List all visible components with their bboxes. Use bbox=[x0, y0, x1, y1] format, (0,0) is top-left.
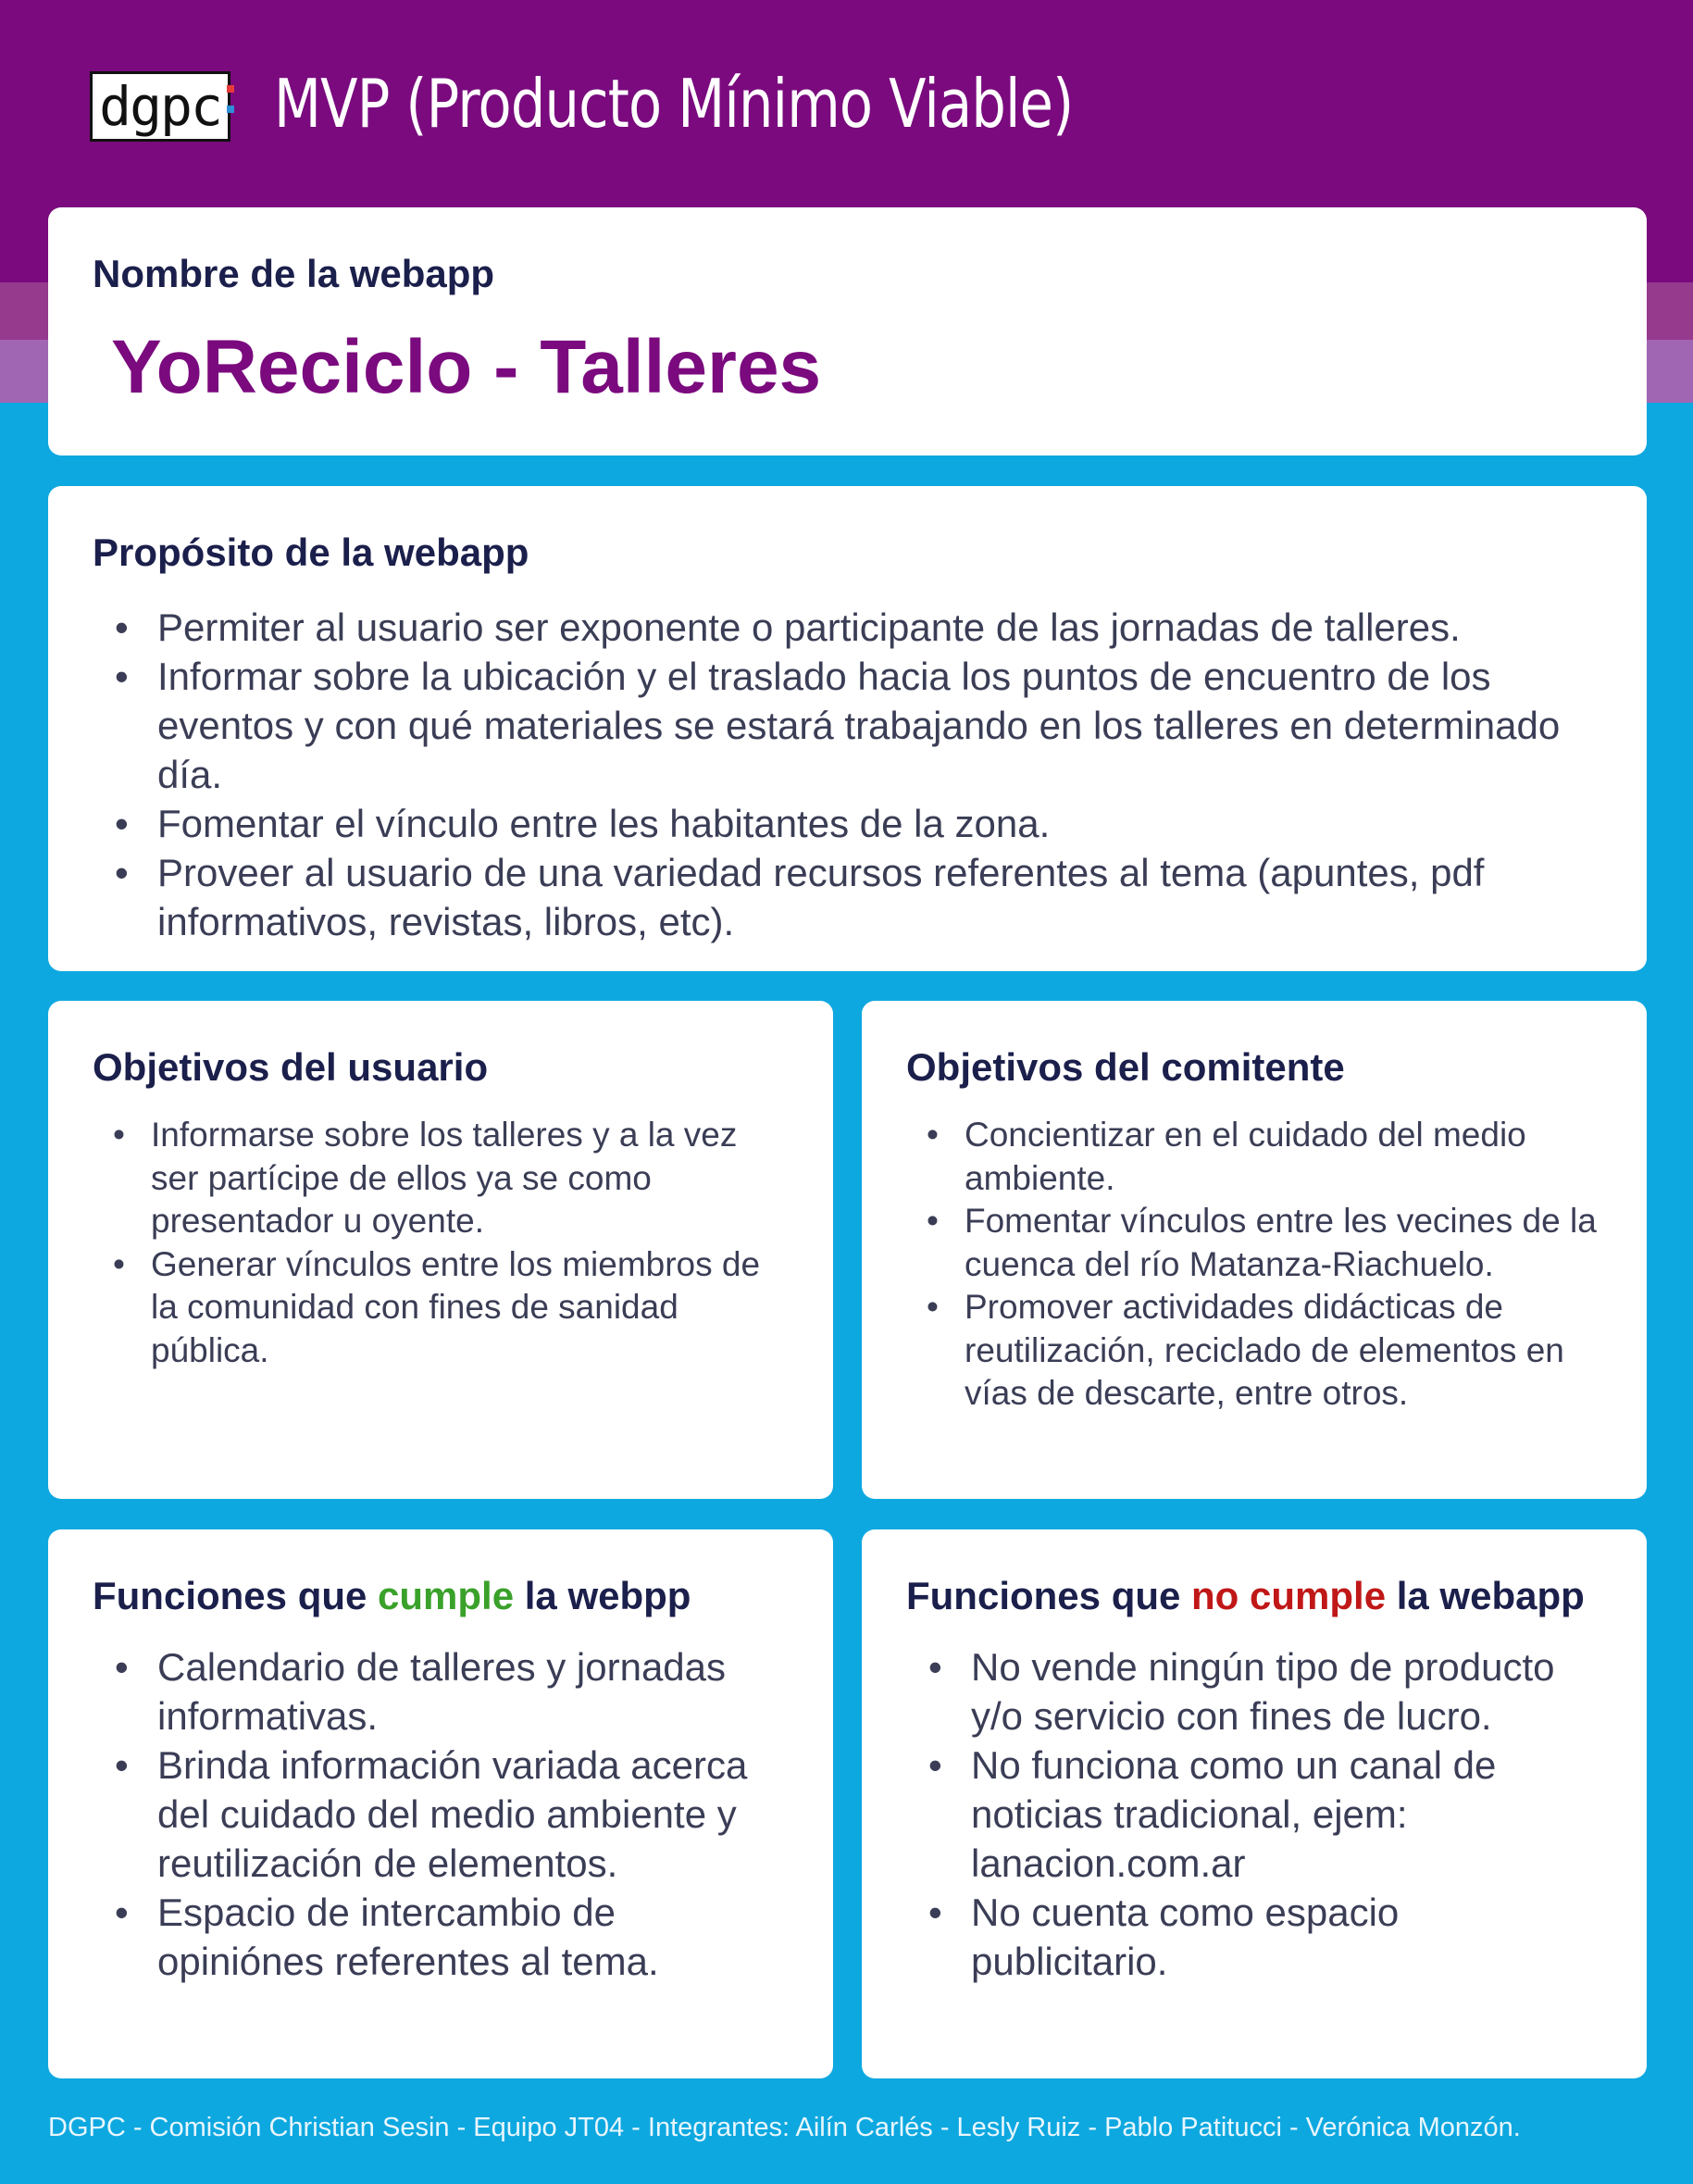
list-item: • Informarse sobre los talleres y a la vez ser partícipe de ellos ya se como presentador u oyente. bbox=[93, 1114, 789, 1243]
heading-text: la webapp bbox=[1386, 1574, 1585, 1617]
heading-highlight: no cumple bbox=[1191, 1574, 1387, 1617]
functions-fulfilled-list bbox=[93, 1642, 789, 1986]
footer-credits: DGPC - Comisión Christian Sesin - Equipo JT04 - Integrantes: Ailín Carlés - Lesly Ruiz - Pablo Patitucci - Verónica Monzón. bbox=[48, 2113, 1521, 2142]
card-heading: Objetivos del comitente bbox=[906, 1045, 1345, 1089]
list-item: • Generar vínculos entre los miembros de la comunidad con fines de sanidad pública. bbox=[93, 1243, 789, 1373]
card-heading: Objetivos del usuario bbox=[93, 1045, 489, 1089]
list-item: • Espacio de intercambio de opiniónes referentes al tema. bbox=[93, 1888, 789, 1986]
client-goals-card bbox=[862, 1001, 1647, 1499]
card-heading: Nombre de la webapp bbox=[93, 252, 495, 295]
webapp-name-card bbox=[48, 207, 1647, 456]
client-goals-list bbox=[906, 1114, 1602, 1416]
list-item: • No funciona como un canal de noticias tradicional, ejem: lanacion.com.ar bbox=[906, 1741, 1602, 1888]
heading-text: Funciones que bbox=[93, 1574, 379, 1617]
card-heading: Propósito de la webapp bbox=[93, 530, 529, 574]
webapp-name: YoReciclo - Talleres bbox=[111, 325, 822, 409]
user-goals-list bbox=[93, 1114, 789, 1372]
list-item: • Calendario de talleres y jornadas informativas. bbox=[93, 1642, 789, 1741]
functions-not-fulfilled-card bbox=[862, 1529, 1647, 2078]
purpose-list bbox=[93, 603, 1602, 946]
list-item: • Brinda información variada acerca del cuidado del medio ambiente y reutilización de elementos. bbox=[93, 1741, 789, 1888]
list-item: • Permiter al usuario ser exponente o participante de las jornadas de talleres. bbox=[93, 603, 1602, 652]
functions-not-fulfilled-list bbox=[906, 1642, 1602, 1986]
heading-text: Funciones que bbox=[906, 1574, 1192, 1617]
functions-fulfilled-card bbox=[48, 1529, 833, 2078]
list-item: • Proveer al usuario de una variedad recursos referentes al tema (apuntes, pdf informativos, revistas, libros, etc). bbox=[93, 848, 1602, 946]
list-item: • Fomentar el vínculo entre les habitantes de la zona. bbox=[93, 799, 1602, 848]
list-item: • No vende ningún tipo de producto y/o servicio con fines de lucro. bbox=[906, 1642, 1602, 1741]
list-item: • Promover actividades didácticas de reutilización, reciclado de elementos en vías de descarte, entre otros. bbox=[906, 1286, 1602, 1416]
purpose-card bbox=[48, 486, 1647, 971]
list-item: • Fomentar vínculos entre les vecines de la cuenca del río Matanza-Riachuelo. bbox=[906, 1200, 1602, 1286]
list-item: • Informar sobre la ubicación y el traslado hacia los puntos de encuentro de los eventos y con qué materiales se estará trabajando en los talleres en determinado día. bbox=[93, 652, 1602, 799]
heading-text: la webpp bbox=[514, 1574, 691, 1617]
list-item: • Concientizar en el cuidado del medio ambiente. bbox=[906, 1114, 1602, 1200]
list-item: • No cuenta como espacio publicitario. bbox=[906, 1888, 1602, 1986]
dgpc-logo: dgpc bbox=[90, 71, 230, 142]
user-goals-card bbox=[48, 1001, 833, 1499]
card-heading bbox=[906, 1574, 1602, 1618]
card-heading bbox=[93, 1574, 789, 1618]
heading-highlight: cumple bbox=[378, 1574, 515, 1617]
page-title: MVP (Producto Mínimo Viable) bbox=[274, 65, 1074, 143]
